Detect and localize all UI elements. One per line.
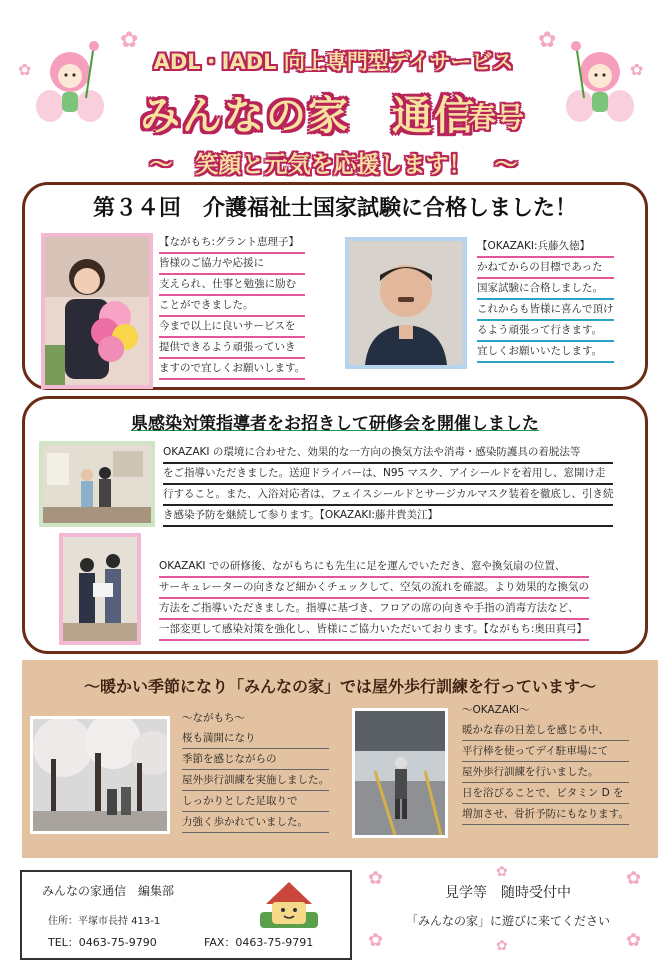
photo-walk-nagamochi bbox=[30, 716, 170, 834]
training-paragraph-nagamochi: OKAZAKI での研修後、ながもちにも先生に足を運んでいただき、窓や換気扇の位置、 サーキュレーターの向きなど細かくチェックして、空気の流れを確認。より効果的な換気の 方法をご指導いただきました。指導に基づき、フロアの席の向きや手指の消毒方法など、 一部変更して感染対策を強化し、皆様にご協力いただいております。【ながもち:奥田真弓】 bbox=[159, 557, 589, 641]
tour-line2: 「みんなの家」に遊びに来てください bbox=[405, 914, 610, 928]
newsletter-season: 春号 bbox=[468, 101, 525, 134]
editorial-address: 住所：平塚市長持 413-1 bbox=[48, 916, 161, 927]
exam-section bbox=[22, 182, 648, 390]
sakura-icon: ✿ bbox=[630, 60, 644, 79]
editorial-info bbox=[20, 870, 352, 960]
walk-text-nagamochi: 〜ながもち〜 桜も満開になり 季節を感じながらの 屋外歩行訓練を実施しました。 しっかりとした足取りで 力強く歩かれていました。 bbox=[182, 708, 329, 833]
photo-walk-okazaki bbox=[352, 708, 448, 838]
photo-graduate-male bbox=[345, 237, 467, 369]
graduate-female-caption: 【ながもち:グラント恵理子】 皆様のご協力や応援に 支えられ、仕事と勉強に励む ことができました。 今まで以上に良いサービスを 提供できるよう頑張っていき ますので宜しくお願いします。 bbox=[159, 233, 305, 380]
photo-training-okazaki bbox=[39, 441, 155, 527]
sakura-icon: ✿ bbox=[368, 868, 384, 889]
sakura-icon: ✿ bbox=[496, 864, 508, 880]
newsletter-subtitle: ADL・IADL 向上専門型デイサービス bbox=[153, 50, 514, 74]
sakura-icon: ✿ bbox=[496, 938, 508, 954]
tour-line1: 見学等 随時受付中 bbox=[445, 885, 571, 901]
photo-graduate-female bbox=[41, 233, 153, 389]
infection-training-section bbox=[22, 396, 648, 654]
training-paragraph-okazaki: OKAZAKI の環境に合わせた、効果的な一方向の換気方法や消毒・感染防護具の着脱法等 をご指導いただきました。送迎ドライバーは、N95 マスク、アイシールドを着用し、窓開け走 行すること。また、入浴対応者は、フェイスシールドとサージカルマスク装着を徹底し、引き続 き感染予防を継続して参ります。【OKAZAKI:藤井貴美江】 bbox=[163, 443, 613, 527]
sakura-icon: ✿ bbox=[538, 28, 557, 53]
editorial-fax: FAX：0463-75-9791 bbox=[204, 936, 314, 949]
walk-text-okazaki: 〜OKAZAKI〜 暖かな春の日差しを感じる中、 平行棒を使ってデイ駐車場にて 屋外歩行訓練を行いました。 日を浴びることで、ビタミン D を 増加させ、骨折予防にもなります。 bbox=[462, 700, 629, 825]
photo-training-nagamochi bbox=[59, 533, 141, 645]
house-mascot-icon bbox=[260, 878, 318, 930]
infection-training-title: 県感染対策指導者をお招きして研修会を開催しました bbox=[131, 414, 539, 434]
sakura-icon: ✿ bbox=[626, 930, 642, 951]
sakura-icon: ✿ bbox=[120, 28, 139, 53]
sakura-icon: ✿ bbox=[18, 60, 32, 79]
editorial-tel: TEL：0463-75-9790 bbox=[48, 936, 157, 949]
walking-training-title: 〜暖かい季節になり「みんなの家」では屋外歩行訓練を行っています〜 bbox=[83, 677, 596, 696]
newsletter-tagline: 〜 笑顔と元気を応援します！ 〜 bbox=[149, 152, 518, 178]
sakura-icon: ✿ bbox=[626, 868, 642, 889]
graduate-male-caption: 【OKAZAKI:兵藤久徳】 かねてからの目標であった 国家試験に合格しました。 これからも皆様に喜んで頂け るよう頑張って行きます。 宜しくお願いいたします。 bbox=[477, 237, 614, 363]
sakura-icon: ✿ bbox=[368, 930, 384, 951]
editorial-org: みんなの家通信 編集部 bbox=[42, 884, 175, 898]
newsletter-title: みんなの家 通信 bbox=[140, 93, 476, 139]
tour-info bbox=[366, 864, 650, 958]
walking-training-section bbox=[22, 660, 658, 858]
exam-section-title: 第３４回 介護福祉士国家試験に合格しました！ bbox=[92, 196, 577, 221]
